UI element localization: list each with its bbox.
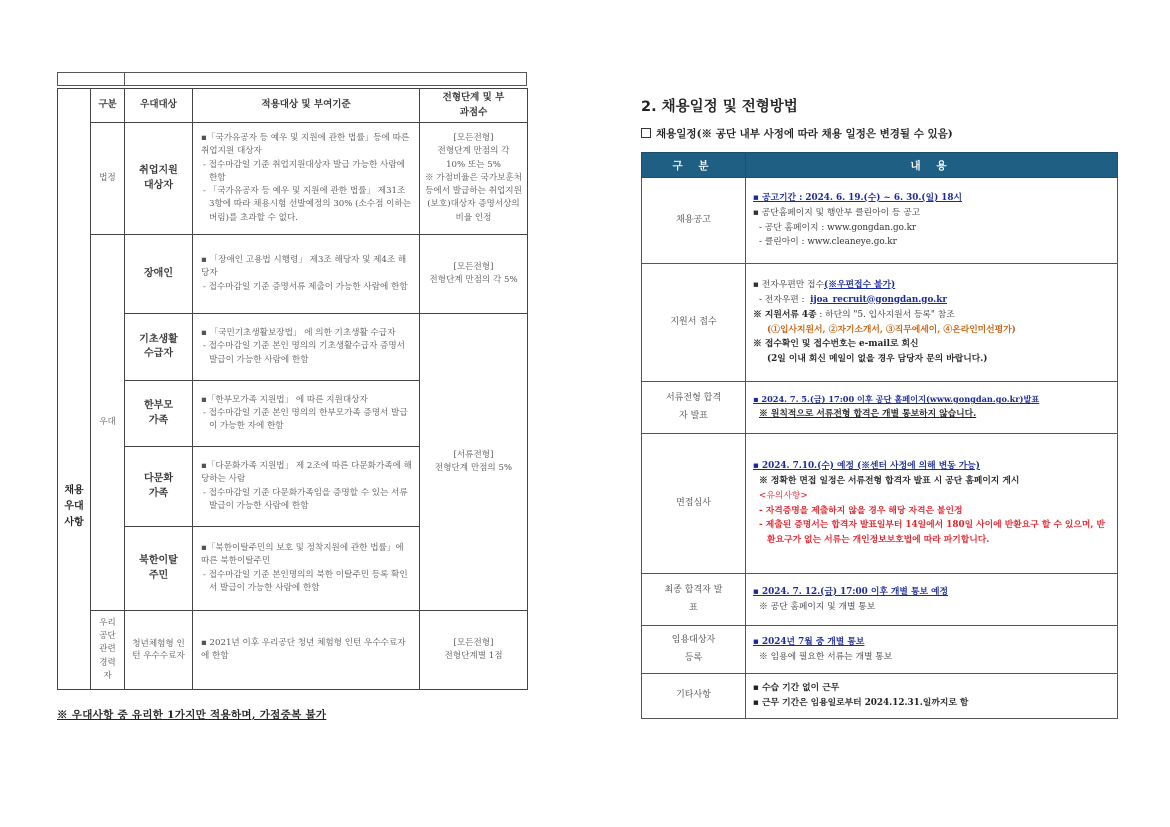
content-line: ▪ 전자우편만 접수 — [753, 279, 825, 290]
caution-line: - 제출된 증명서는 합격자 발표일부터 14일에서 180일 사이에 반환요구 할 수 있으며, 반환요구가 없는 서류는 개인정보보호법에 따라 파기합니다. — [759, 520, 1105, 546]
schedule-header-row — [642, 153, 1118, 178]
appointment-date: ▪ 2024년 7월 중 개별 통보 — [753, 636, 865, 647]
schedule-row — [642, 574, 1118, 626]
document-list: (①입사지원서, ②자기소개서, ③직무에세이, ④온라인미선평가) — [767, 324, 1016, 335]
row-label-text: 서류전형 합격자 발표 — [665, 393, 722, 421]
content-line: ※ 정확한 면접 일정은 서류전형 합격자 발표 시 공단 홈페이지 게시 — [759, 475, 1020, 486]
header-target: 우대대상 — [125, 89, 193, 123]
row-label-text: 최종 합격자 발표 — [664, 585, 723, 613]
cleaneye-link[interactable]: - 클린아이 : www.cleaneye.go.kr — [759, 237, 897, 248]
content-line: ※ 공단 홈페이지 및 개별 통보 — [759, 601, 876, 612]
schedule-row — [642, 178, 1118, 264]
caution-heading: <유의사항> — [759, 490, 808, 501]
table-row — [58, 314, 528, 381]
target-text: 청년체험형 인턴 우수수료자 — [132, 638, 185, 661]
criteria-cell — [193, 527, 420, 611]
row-label — [642, 382, 746, 434]
criteria-line: ▪ 2021년 이후 우리공단 청년 체험형 인턴 우수수료자에 한함 — [201, 637, 406, 661]
group-company — [91, 611, 125, 690]
score-cell — [420, 123, 528, 235]
criteria-line: - 접수마감일 기준 취업지원대상자 발급 가능한 사람에 한함 — [203, 159, 405, 183]
content-line: ※ 원칙적으로 서류전형 합격은 개별 통보하지 않습니다. — [759, 408, 977, 419]
row-content — [746, 178, 1118, 264]
target-cell — [125, 314, 193, 381]
group-preferred: 우대 — [91, 235, 125, 611]
row-content — [746, 674, 1118, 719]
schedule-row — [642, 674, 1118, 719]
document-result-date[interactable]: ▪ 2024. 7. 5.(금) 17:00 이후 공단 홈페이지(www.gongdan.go.kr)발표 — [753, 394, 1040, 405]
schedule-row — [642, 626, 1118, 674]
schedule-row — [642, 382, 1118, 434]
criteria-line: ▪「한부모가족 지원법」 에 따른 지원대상자 — [201, 394, 368, 405]
criteria-line: ▪「다문화가족 지원법」 제 2조에 따른 다문화가족에 해당하는 사람 — [201, 460, 412, 485]
target-cell — [125, 447, 193, 527]
table-row — [58, 123, 528, 235]
target-cell — [125, 611, 193, 690]
score-line: 전형단계 만점의 각 5% — [429, 275, 518, 285]
target-cell — [125, 527, 193, 611]
subtitle-text: 채용일정(※ 공단 내부 사정에 따라 채용 일정은 변경될 수 있음) — [656, 128, 953, 140]
content-line: ※ 임용에 필요한 서류는 개별 통보 — [759, 651, 893, 662]
score-cell — [420, 611, 528, 690]
row-label — [642, 626, 746, 674]
row-label: 면접심사 — [642, 434, 746, 574]
schedule-table — [641, 152, 1118, 719]
criteria-line: - 접수마감일 기준 다문화가족임을 증명할 수 있는 서류발급이 가능한 사람에 한함 — [203, 487, 408, 511]
row-content — [746, 264, 1118, 382]
top-header-strip — [57, 72, 527, 86]
content-line: (2일 이내 회신 메일이 없을 경우 담당자 문의 바랍니다.) — [767, 354, 988, 365]
score-line: [모든전형] — [453, 637, 494, 648]
schedule-row — [642, 264, 1118, 382]
table-row — [58, 235, 528, 314]
criteria-cell — [193, 314, 420, 381]
criteria-line: - 접수마감일 기준 본인명의의 북한 이탈주민 등록 확인서 발급이 가능한 사람에 한함 — [203, 569, 408, 593]
score-line: [모든전형] — [453, 261, 494, 272]
row-label: 지원서 접수 — [642, 264, 746, 382]
header-score-text: 전형단계 및 부과점수 — [442, 91, 505, 118]
criteria-cell — [193, 447, 420, 527]
score-line: 전형단계별 1점 — [444, 651, 503, 661]
target-cell — [125, 381, 193, 447]
group-legal: 법정 — [91, 123, 125, 235]
recruit-email-link[interactable]: ijoa_recruit@gongdan.go.kr — [810, 294, 947, 305]
row-content — [746, 382, 1118, 434]
homepage-link[interactable]: - 공단 홈페이지 : www.gongdan.go.kr — [759, 222, 917, 233]
row-content — [746, 574, 1118, 626]
criteria-cell — [193, 381, 420, 447]
content-line: ▪ 근무 기간은 임용일로부터 2024.12.31.일까지로 함 — [753, 698, 969, 708]
row-label: 채용공고 — [642, 178, 746, 264]
side-label — [58, 89, 91, 690]
criteria-line: - 접수마감일 기준 본인 명의의 기초생활수급자 증명서 발급이 가능한 사람에 한함 — [203, 341, 405, 365]
target-cell — [125, 123, 193, 235]
criteria-cell — [193, 611, 420, 690]
score-cell-shared — [420, 314, 528, 611]
criteria-line: - 접수마감일 기준 증명서류 제출이 가능한 사람에 한함 — [203, 281, 408, 292]
header-score — [420, 89, 528, 123]
target-text: 북한이탈 주민 — [139, 555, 178, 581]
target-text: 취업지원 대상자 — [139, 165, 178, 191]
checkbox-square-icon — [641, 128, 651, 138]
target-text: 다문화 가족 — [144, 473, 173, 499]
criteria-line: ▪ 「장애인 고용법 시행령」 제3조 해당자 및 제4조 해당자 — [201, 255, 407, 279]
criteria-line: ▪「국가유공자 등 예우 및 지원에 관한 법률」등에 따른 취업지원 대상자 — [201, 132, 410, 157]
group-company-text: 우리 공단 관련 경력자 — [99, 618, 116, 681]
header-category: 구 분 — [642, 153, 746, 178]
criteria-cell — [193, 235, 420, 314]
section-title: 2. 채용일정 및 전형방법 — [641, 99, 798, 115]
row-content — [746, 626, 1118, 674]
row-label — [642, 574, 746, 626]
score-line: ※ 가점비율은 국가보훈처 등에서 발급하는 취업지원(보호)대상자 증명서상의 비율 인정 — [424, 172, 523, 223]
score-line: [서류전형] — [453, 449, 494, 460]
final-result-date: ▪ 2024. 7. 12.(금) 17:00 이후 개별 통보 예정 — [753, 586, 949, 597]
criteria-line: ▪ 「국민기초생활보장법」 에 의한 기초생활 수급자 — [201, 328, 396, 339]
score-line: [모든전형] — [453, 132, 494, 143]
content-line: ▪ 공단홈페이지 및 행안부 클린아이 등 공고 — [753, 207, 921, 218]
table-row — [58, 611, 528, 690]
no-postal-note: (※우편접수 불가) — [824, 279, 896, 290]
content-line: ※ 지원서류 4종 — [753, 309, 817, 320]
header-category: 구분 — [91, 89, 125, 123]
target-text: 한부모 가족 — [144, 400, 173, 426]
score-cell — [420, 235, 528, 314]
caution-line: - 자격증명을 제출하지 않을 경우 해당 자격은 불인정 — [759, 505, 963, 516]
criteria-cell — [193, 123, 420, 235]
content-line: - 전자우편 : — [759, 294, 808, 305]
row-label-text: 임용대상자 등록 — [671, 635, 716, 663]
criteria-line: ▪「북한이탈주민의 보호 및 정착지원에 관한 법률」에 따른 북한이탈주민 — [201, 542, 404, 567]
score-line: 10% 또는 5% — [446, 159, 501, 170]
side-label-text: 채용 우대 사항 — [64, 484, 84, 528]
top-strip-cell — [58, 73, 125, 85]
content-line: ※ 접수확인 및 접수번호는 e-mail로 회신 — [753, 339, 919, 350]
header-content: 내 용 — [746, 153, 1118, 178]
content-line: ▪ 수습 기간 없이 근무 — [753, 683, 840, 694]
score-line: 전형단계 만점의 5% — [434, 463, 513, 473]
criteria-line: - 접수마감일 기준 본인 명의의 한부모가족 증명서 발급이 가능한 자에 한함 — [203, 407, 408, 432]
target-cell: 장애인 — [125, 235, 193, 314]
table-header-row — [58, 89, 528, 123]
schedule-subtitle — [641, 126, 953, 141]
criteria-line: - 「국가유공자 등 예우 및 지원에 관한 법률」 제31조 3항에 따라 채용시험 선발예정의 30% (소수점 이하는 버림)를 초과할 수 없다. — [203, 186, 412, 223]
notice-period: ▪ 공고기간 : 2024. 6. 19.(수) ~ 6. 30.(일) 18시 — [753, 192, 963, 203]
interview-date: ▪ 2024. 7.10.(수) 예정 (※센터 사정에 의해 변동 가능) — [753, 460, 980, 471]
preference-table — [57, 88, 528, 690]
target-text: 기초생활 수급자 — [139, 333, 178, 359]
score-line: 전형단계 만점의 각 — [437, 146, 510, 157]
preference-footnote: ※ 우대사항 중 유리한 1가지만 적용하며, 가점중복 불가 — [57, 709, 327, 721]
header-criteria: 적용대상 및 부여기준 — [193, 89, 420, 123]
row-label: 기타사항 — [642, 674, 746, 719]
content-line: : 하단의 "5. 입사지원서 등록" 참조 — [816, 309, 955, 320]
schedule-row — [642, 434, 1118, 574]
row-content — [746, 434, 1118, 574]
